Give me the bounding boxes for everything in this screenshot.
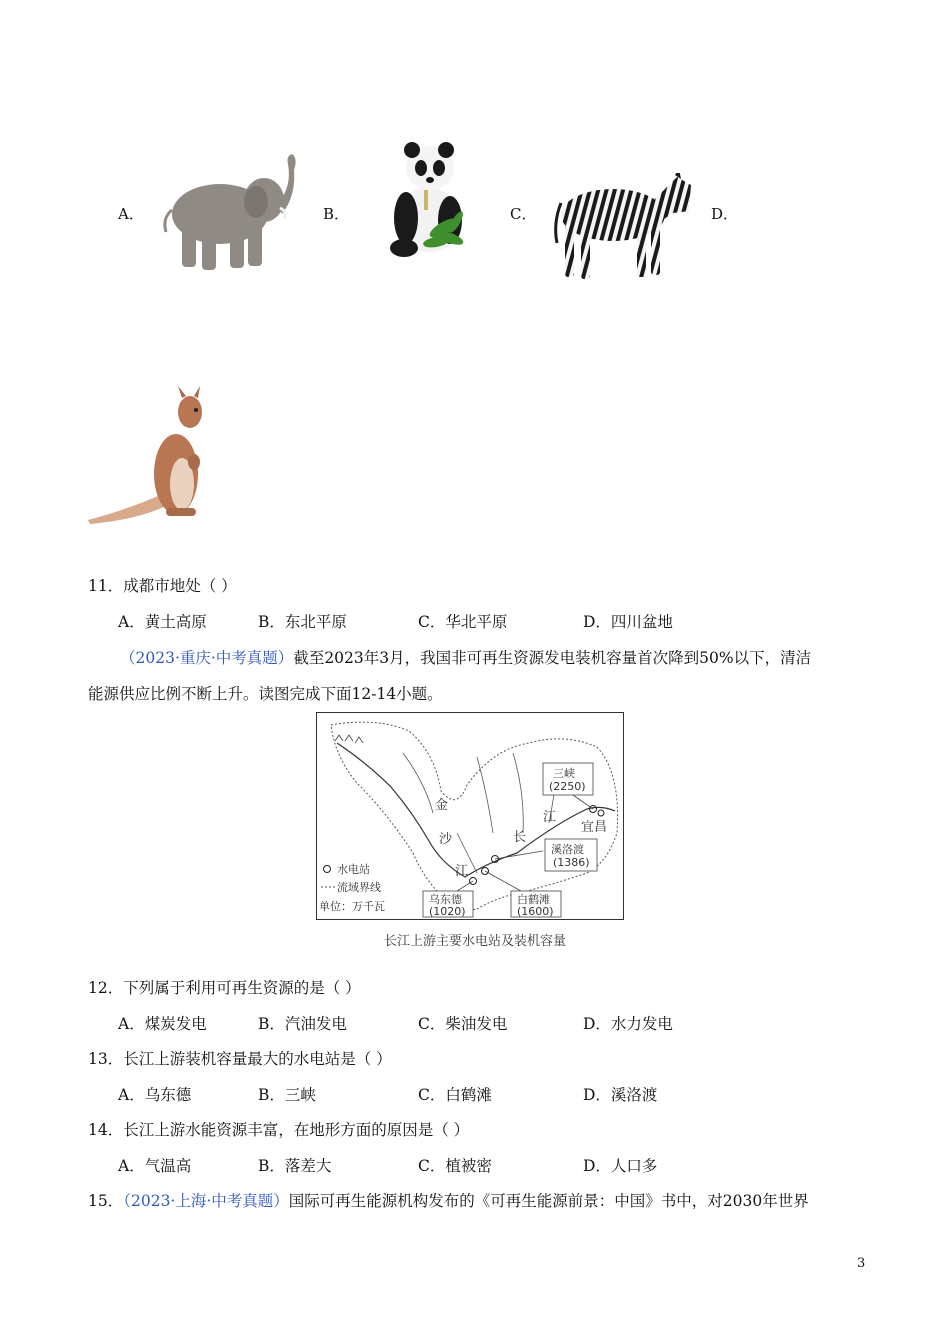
station-wudongde-value: (1020) [429, 905, 466, 918]
q14-option-d: D．人口多 [583, 1157, 658, 1175]
station-xiluodu-value: (1386) [553, 856, 590, 869]
q12-option-c: C．柴油发电 [418, 1015, 508, 1033]
q15-source: （2023·上海·中考真题） [123, 1192, 289, 1210]
intro-text-2: 能源供应比例不断上升。读图完成下面12-14小题。 [88, 685, 443, 703]
panda-image [384, 138, 470, 258]
station-baihetan-value: (1600) [517, 905, 554, 918]
station-xiluodu-name: 溪洛渡 [551, 843, 584, 856]
option-d-label: D． [711, 205, 739, 223]
station-sanxia-name: 三峡 [553, 767, 575, 780]
q14-stem: 14．长江上游水能资源丰富，在地形方面的原因是（ ） [88, 1121, 470, 1139]
q13-option-c: C．白鹤滩 [418, 1086, 492, 1104]
station-sanxia-value: (2250) [549, 780, 586, 793]
option-b-label: B． [323, 205, 350, 223]
river-char-chang: 长 [513, 830, 527, 845]
option-c-label: C． [510, 205, 537, 223]
option-a-label: A． [118, 205, 144, 223]
river-char-jiang1: 江 [455, 864, 469, 879]
yangtze-map [316, 712, 624, 920]
intro-source: （2023·重庆·中考真题） [120, 649, 294, 667]
elephant-image [160, 152, 300, 274]
page-number: 3 [857, 1256, 866, 1271]
q13-option-b: B．三峡 [258, 1086, 316, 1104]
q15-text: 国际可再生能源机构发布的《可再生能源前景：中国》书中，对2030年世界 [288, 1192, 809, 1210]
q14-option-c: C．植被密 [418, 1157, 492, 1175]
city-yichang: 宜昌 [581, 820, 608, 835]
q14-option-a: A．气温高 [118, 1157, 192, 1175]
q13-option-d: D．溪洛渡 [583, 1086, 658, 1104]
q15-number: 15． [88, 1192, 124, 1210]
q11-option-a: A．黄土高原 [118, 613, 207, 631]
kangaroo-image [86, 386, 210, 530]
q15-line [88, 1189, 809, 1211]
legend-boundary-label: 流域界线 [337, 881, 381, 894]
q11-stem: 11．成都市地处（ ） [88, 577, 237, 595]
legend-unit: 单位：万千瓦 [319, 900, 385, 913]
station-baihetan-name: 白鹤滩 [517, 893, 550, 906]
q11-option-d: D．四川盆地 [583, 613, 673, 631]
river-char-jiang2: 江 [543, 810, 557, 825]
q13-option-a: A．乌东德 [118, 1086, 192, 1104]
legend-station-label: 水电站 [337, 863, 370, 876]
station-wudongde-name: 乌东德 [429, 893, 462, 906]
q11-option-b: B．东北平原 [258, 613, 347, 631]
zebra-image [551, 173, 695, 283]
intro-text-1: 截至2023年3月，我国非可再生资源发电装机容量首次降到50%以下，清洁 [293, 649, 812, 667]
river-char-sha: 沙 [439, 832, 453, 847]
q12-option-d: D．水力发电 [583, 1015, 673, 1033]
q13-stem: 13．长江上游装机容量最大的水电站是（ ） [88, 1050, 392, 1068]
q11-option-c: C．华北平原 [418, 613, 508, 631]
q12-option-b: B．汽油发电 [258, 1015, 347, 1033]
q14-option-b: B．落差大 [258, 1157, 332, 1175]
map-caption: 长江上游主要水电站及装机容量 [384, 934, 567, 949]
q12-stem: 12．下列属于利用可再生资源的是（ ） [88, 979, 361, 997]
q12-option-a: A．煤炭发电 [118, 1015, 207, 1033]
intro-line-1 [120, 646, 811, 668]
river-char-jin: 金 [435, 798, 449, 813]
legend-station-icon [324, 866, 331, 873]
